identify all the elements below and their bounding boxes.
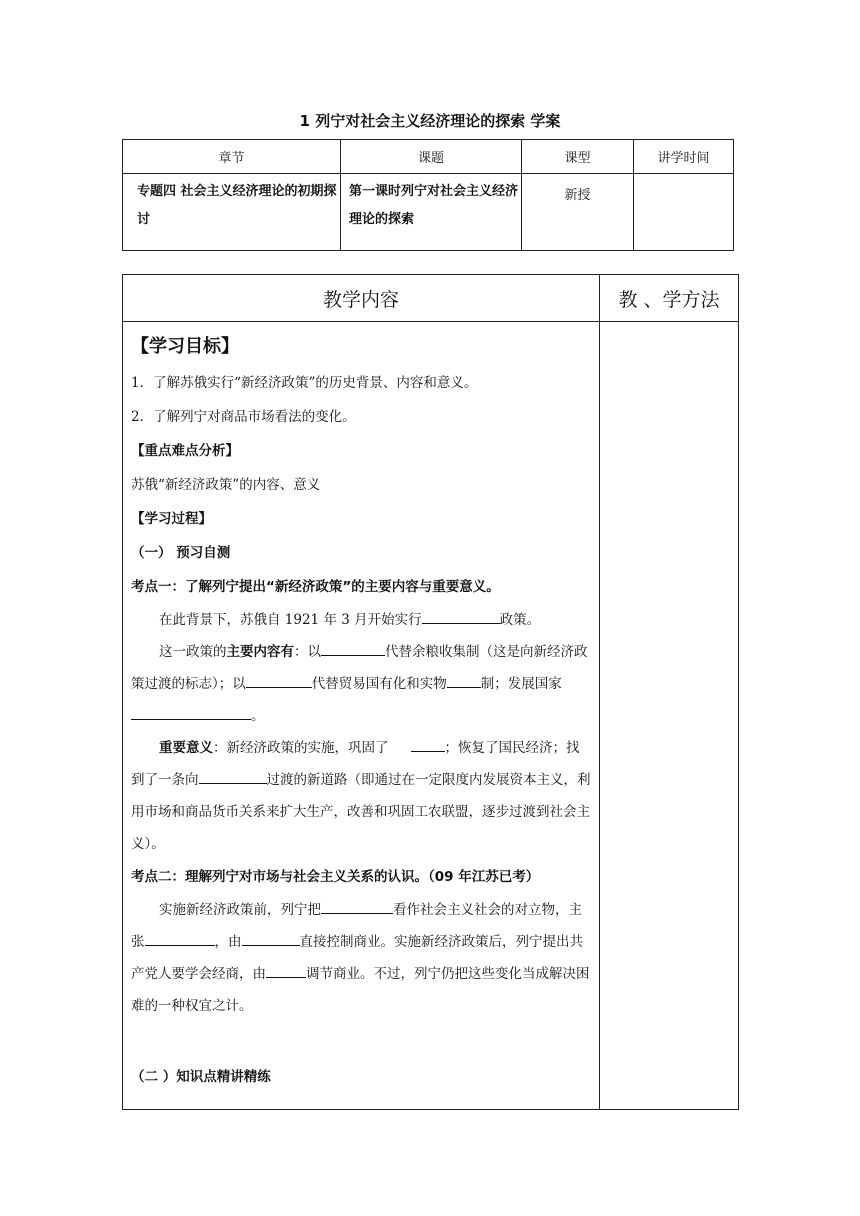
fill-blank[interactable]	[242, 931, 300, 946]
type-value: 新授	[522, 174, 634, 251]
header-type: 课型	[522, 140, 634, 174]
fill-blank[interactable]	[321, 641, 385, 656]
content-column-header: 教学内容	[123, 275, 600, 322]
part-one-heading: （一） 预习自测	[131, 545, 231, 561]
chapter-value: 专题四 社会主义经济理论的初期探讨	[123, 174, 341, 251]
point-two-heading: 考点二：理解列宁对市场与社会主义关系的认识。（09 年江苏已考）	[131, 869, 540, 885]
paragraph-market-view: 实施新经济政策前，列宁把 看作社会主义社会的对立物，主张 ，由 直接控制商业。实施新经济政策后，列宁提出共产党人要学会经商，由 调节商业。不过，列宁仍把这些变化当成解决困难的一种权宜之计。	[131, 894, 591, 1022]
fill-blank[interactable]	[246, 673, 312, 688]
paragraph-policy-content: 这一政策的主要内容有：以 代替余粮收集制（这是向新经济政策过渡的标志）；以 代替贸易国有化和实物 制；发展国家。	[131, 636, 591, 732]
fill-blank[interactable]	[411, 737, 445, 752]
objective-heading: 【学习目标】	[131, 336, 239, 357]
lesson-value: 第一课时列宁对社会主义经济理论的探索	[341, 174, 522, 251]
header-lesson: 课题	[341, 140, 522, 174]
process-heading: 【学习过程】	[131, 511, 212, 527]
fill-blank[interactable]	[131, 705, 251, 720]
paragraph-policy-start: 在此背景下，苏俄自 1921 年 3 月开始实行 政策。	[131, 604, 591, 636]
fill-blank[interactable]	[199, 769, 267, 784]
fill-blank[interactable]	[447, 673, 481, 688]
fill-blank[interactable]	[145, 931, 215, 946]
objective-1: 1．了解苏俄实行“新经济政策”的历史背景、内容和意义。	[131, 375, 478, 391]
lesson-info-table	[122, 139, 734, 251]
teaching-content-table	[122, 274, 739, 1110]
point-one-heading: 考点一：了解列宁提出“新经济政策”的主要内容与重要意义。	[131, 579, 500, 595]
method-cell	[600, 322, 739, 1110]
info-value-row	[123, 174, 734, 251]
fill-blank[interactable]	[422, 609, 500, 624]
main-body-row	[123, 322, 739, 1110]
header-chapter: 章节	[123, 140, 341, 174]
key-points-heading: 【重点难点分析】	[131, 443, 239, 459]
paragraph-significance: 重要意义：新经济政策的实施，巩固了 ；恢复了国民经济；找到了一条向 过渡的新道路（即通过在一定限度内发展资本主义，利用市场和商品货币关系来扩大生产，改善和巩固工农联盟，逐步过渡到社会主义）。	[131, 732, 591, 860]
main-header-row	[123, 275, 739, 322]
key-points-text: 苏俄“新经济政策”的内容、意义	[131, 477, 321, 493]
fill-blank[interactable]	[321, 899, 393, 914]
method-column-header: 教 、学方法	[600, 275, 739, 322]
objective-2: 2．了解列宁对商品市场看法的变化。	[131, 409, 356, 425]
document-title: 1 列宁对社会主义经济理论的探索 学案	[299, 112, 561, 130]
info-header-row	[123, 140, 734, 174]
fill-blank[interactable]	[266, 963, 306, 978]
part-two-heading: （二 ）知识点精讲精练	[131, 1069, 271, 1085]
header-time: 讲学时间	[634, 140, 734, 174]
content-cell	[123, 322, 600, 1110]
time-value	[634, 174, 734, 251]
